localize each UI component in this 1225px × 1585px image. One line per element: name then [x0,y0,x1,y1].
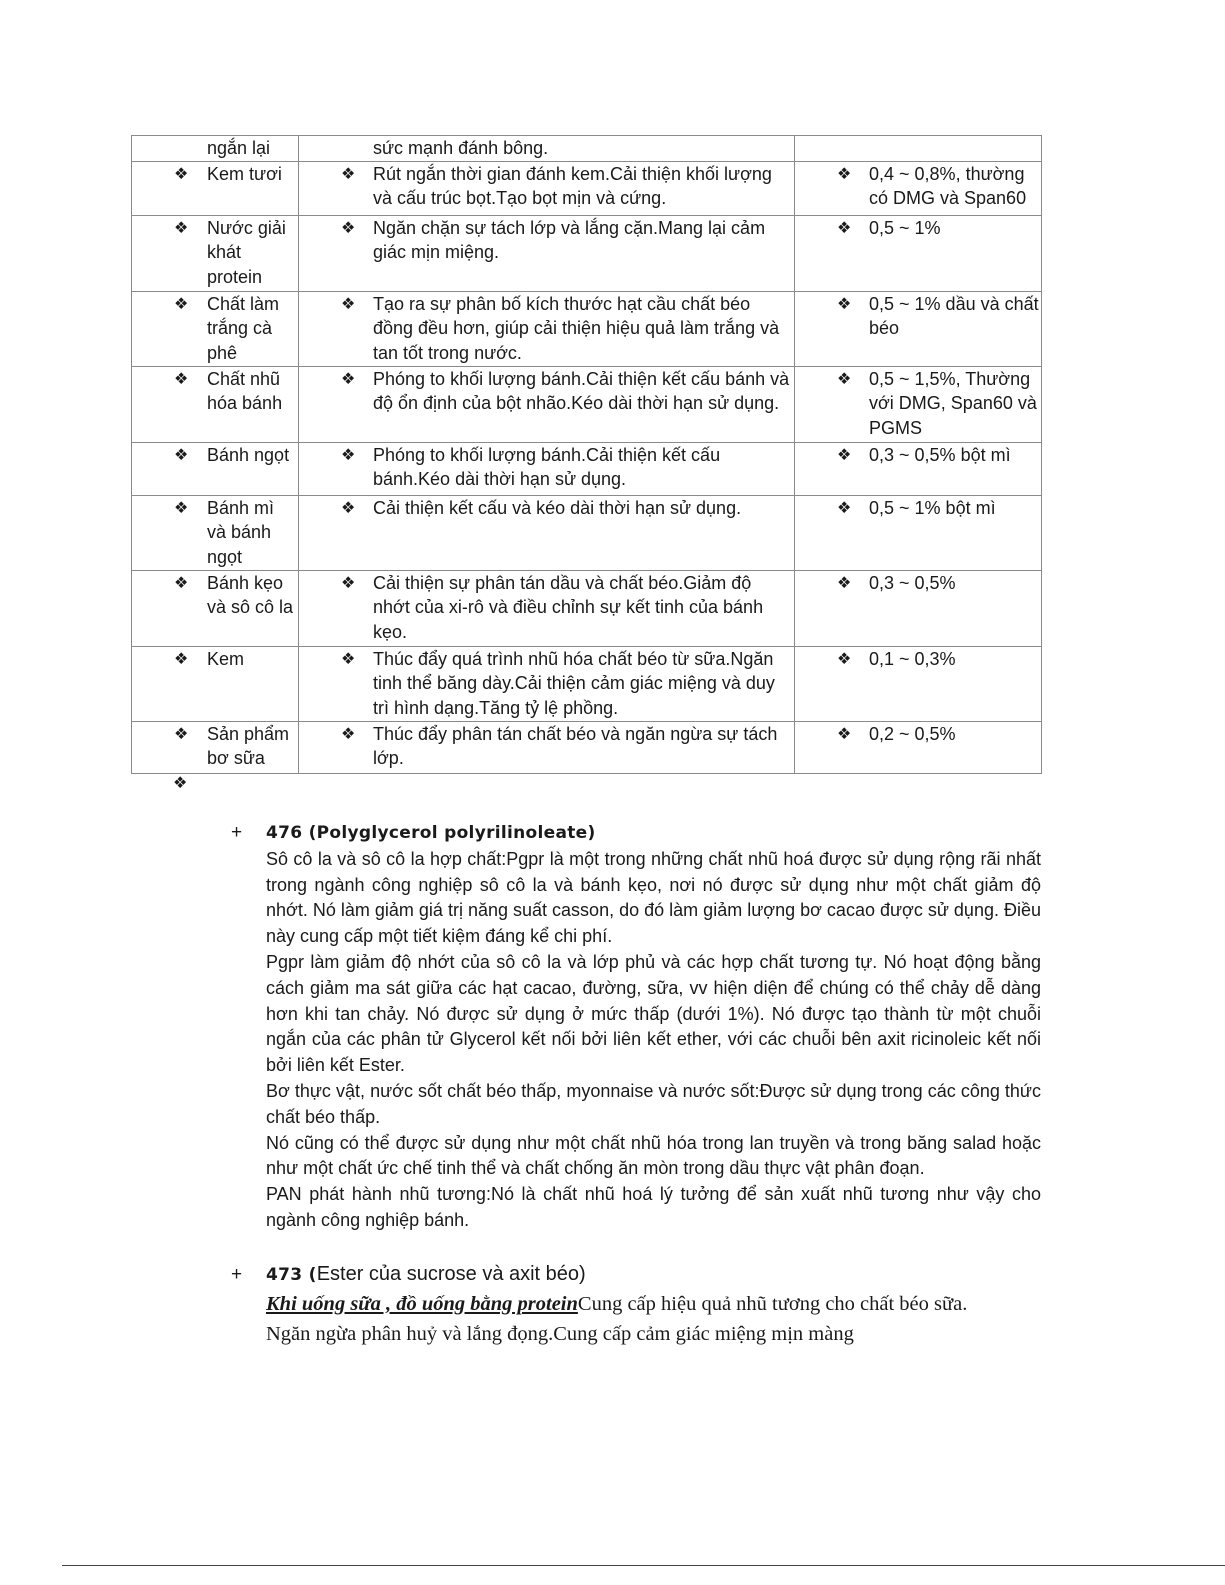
effect-cell: ❖ Tạo ra sự phân bố kích thước hạt cầu chất béo đồng đều hơn, giúp cải thiện hiệu quả làm trắng và tan tốt trong nước. [341,293,780,363]
dosage-cell: ❖ 0,5 ~ 1% dầu và chất béo [837,293,1039,338]
bullet-icon: ❖ [341,217,356,237]
dosage-cell: ❖ 0,5 ~ 1% bột mì [795,496,1041,521]
table-row [132,161,1042,215]
table-row [132,366,1042,442]
effect-cell: ❖ Phóng to khối lượng bánh.Cải thiện kết cấu bánh và độ ổn định của bột nhão.Kéo dài thời hạn sử dụng. [341,368,790,413]
effect-cell: ❖ Thúc đẩy quá trình nhũ hóa chất béo từ sữa.Ngăn tinh thể băng dày.Cải thiện cảm giác miệng và duy trì hình dạng.Tăng tỷ lệ phồng. [341,648,775,718]
product-cell: ngắn lại [207,138,271,158]
dosage-cell: ❖ 0,3 ~ 0,5% [795,571,1041,596]
dosage-cell: ❖ 0,4 ~ 0,8%, thường có DMG và Span60 [837,163,1027,208]
section-473-body [231,1289,1041,1349]
dosage-cell: ❖ 0,1 ~ 0,3% [795,647,1041,672]
product-cell: ❖ Chất làm trắng cà phê [174,293,280,363]
table-row [132,495,1042,570]
bullet-icon: ❖ [837,368,852,388]
product-cell: ❖ Bánh ngọt [132,443,298,468]
bullet-icon: ❖ [341,293,356,313]
product-cell: ❖ Bánh kẹo và sô cô la [174,572,294,617]
bullet-icon: ❖ [174,723,189,743]
bullet-icon: ❖ [341,368,356,388]
table-row [132,442,1042,495]
plus-marker: + [231,822,243,843]
effect-cell: ❖ Cải thiện kết cấu và kéo dài thời hạn sử dụng. [299,496,794,521]
section-476-body [231,847,1041,1234]
product-cell: ❖ Kem tươi [132,162,298,187]
effect-cell: ❖ Cải thiện sự phân tán dầu và chất béo.Giảm độ nhớt của xi-rô và điều chỉnh sự kết tinh của bánh kẹo. [341,572,764,642]
paragraph: Pgpr làm giảm độ nhớt của sô cô la và lớp phủ và các hợp chất tương tự. Nó hoạt động bằng cách giảm ma sát giữa các hạt cacao, đường, sữa, vv hiện diện để chúng có thể chảy dễ dàng hơn khi tan chảy. Nó được sử dụng ở mức thấp (dưới 1%). Nó được tạo thành từ một chuỗi ngắn của các phân tử Glycerol kết nối bởi liên kết ether, với các chuỗi bên axit ricinoleic kết nối bởi liên kết Ester. [266,951,1041,1076]
section-473-title: Ester của sucrose và axit béo [316,1263,580,1285]
section-473 [231,1262,1041,1349]
paragraph: Nó cũng có thể được sử dụng như một chất nhũ hóa trong lan truyền và trong băng salad hoặc như một chất ức chế tinh thể và chất chống ăn mòn trong dầu thực vật phân đoạn. [266,1132,1041,1179]
paragraph: Bơ thực vật, nước sốt chất béo thấp, myonnaise và nước sốt:Được sử dụng trong các công thức chất béo thấp. [266,1080,1041,1127]
bullet-icon: ❖ [174,293,189,313]
table-row [132,215,1042,291]
bullet-icon: ❖ [341,723,356,743]
product-cell: ❖ Chất nhũ hóa bánh [174,368,283,413]
bullet-icon: ❖ [341,648,356,668]
section-473-close: ) [579,1263,586,1285]
bullet-icon: ❖ [341,163,356,183]
bullet-icon: ❖ [837,163,852,183]
body-text: Cung cấp hiệu quả nhũ tương cho chất béo sữa. [577,1292,968,1315]
effect-cell: ❖ Ngăn chặn sự tách lớp và lắng cặn.Mang lại cảm giác mịn miệng. [341,217,766,262]
bullet-icon: ❖ [837,648,852,668]
dosage-cell: ❖ 0,5 ~ 1% [795,216,1041,241]
bullet-icon: ❖ [341,444,356,464]
bullet-icon: ❖ [837,217,852,237]
table-row [132,646,1042,721]
body-text: Ngăn ngừa phân huỷ và lắng đọng.Cung cấp cảm giác miệng mịn màng [266,1322,854,1345]
bullet-icon: ❖ [174,648,189,668]
dosage-cell: ❖ 0,3 ~ 0,5% bột mì [795,443,1041,468]
bullet-icon: ❖ [341,572,356,592]
bullet-icon: ❖ [174,163,189,183]
section-473-heading [231,1262,1041,1289]
bullet-icon: ❖ [837,723,852,743]
section-476 [231,820,1041,1234]
dosage-cell: ❖ 0,2 ~ 0,5% [795,722,1041,747]
bullet-icon: ❖ [174,497,189,517]
effect-cell: sức mạnh đánh bông. [373,138,549,158]
emphasis-text: Khi uống sữa , đồ uống bằng protein [266,1292,578,1315]
bullet-icon: ❖ [837,293,852,313]
empty-bullet-icon: ❖ [173,773,188,792]
bullet-icon: ❖ [837,497,852,517]
table-row [132,291,1042,366]
section-473-code: 473 ( [266,1265,317,1285]
bullet-icon: ❖ [174,368,189,388]
table-row [132,570,1042,646]
paragraph: Sô cô la và sô cô la hợp chất:Pgpr là một trong những chất nhũ hoá được sử dụng rộng rãi nhất trong ngành công nghiệp sô cô la và bánh kẹo, nơi nó được sử dụng như một chất giảm độ nhớt. Nó làm giảm giá trị năng suất casson, do đó làm giảm lượng bơ cacao được sử dụng. Điều này cung cấp một tiết kiệm đáng kể chi phí. [266,848,1041,947]
plus-marker: + [231,1264,243,1285]
bullet-icon: ❖ [837,444,852,464]
bullet-icon: ❖ [174,444,189,464]
page-bottom-rule [62,1565,1225,1566]
dosage-cell: ❖ 0,5 ~ 1,5%, Thường với DMG, Span60 và PGMS [837,368,1037,438]
product-cell: ❖ Sản phẩm bơ sữa [174,723,290,768]
product-cell: ❖ Nước giải khát protein [174,217,286,287]
bullet-icon: ❖ [341,497,356,517]
bullet-icon: ❖ [174,217,189,237]
effect-cell: ❖ Phóng to khối lượng bánh.Cải thiện kết cấu bánh.Kéo dài thời hạn sử dụng. [341,444,721,489]
table-row [132,721,1042,773]
section-476-code: 476 (Polyglycerol polyrilinoleate) [266,823,596,843]
effect-cell: ❖ Rút ngắn thời gian đánh kem.Cải thiện khối lượng và cấu trúc bọt.Tạo bọt mịn và cứng. [341,163,772,208]
effect-cell: ❖ Thúc đẩy phân tán chất béo và ngăn ngừa sự tách lớp. [341,723,778,768]
emulsifier-usage-table [131,135,1042,774]
paragraph: PAN phát hành nhũ tương:Nó là chất nhũ hoá lý tưởng để sản xuất nhũ tương như vậy cho ngành công nghiệp bánh. [266,1184,1041,1230]
section-476-heading [231,820,1041,847]
table-row [132,136,1042,162]
product-cell: ❖ Kem [132,647,298,672]
bullet-icon: ❖ [837,572,852,592]
product-cell: ❖ Bánh mì và bánh ngọt [174,497,275,567]
bullet-icon: ❖ [174,572,189,592]
